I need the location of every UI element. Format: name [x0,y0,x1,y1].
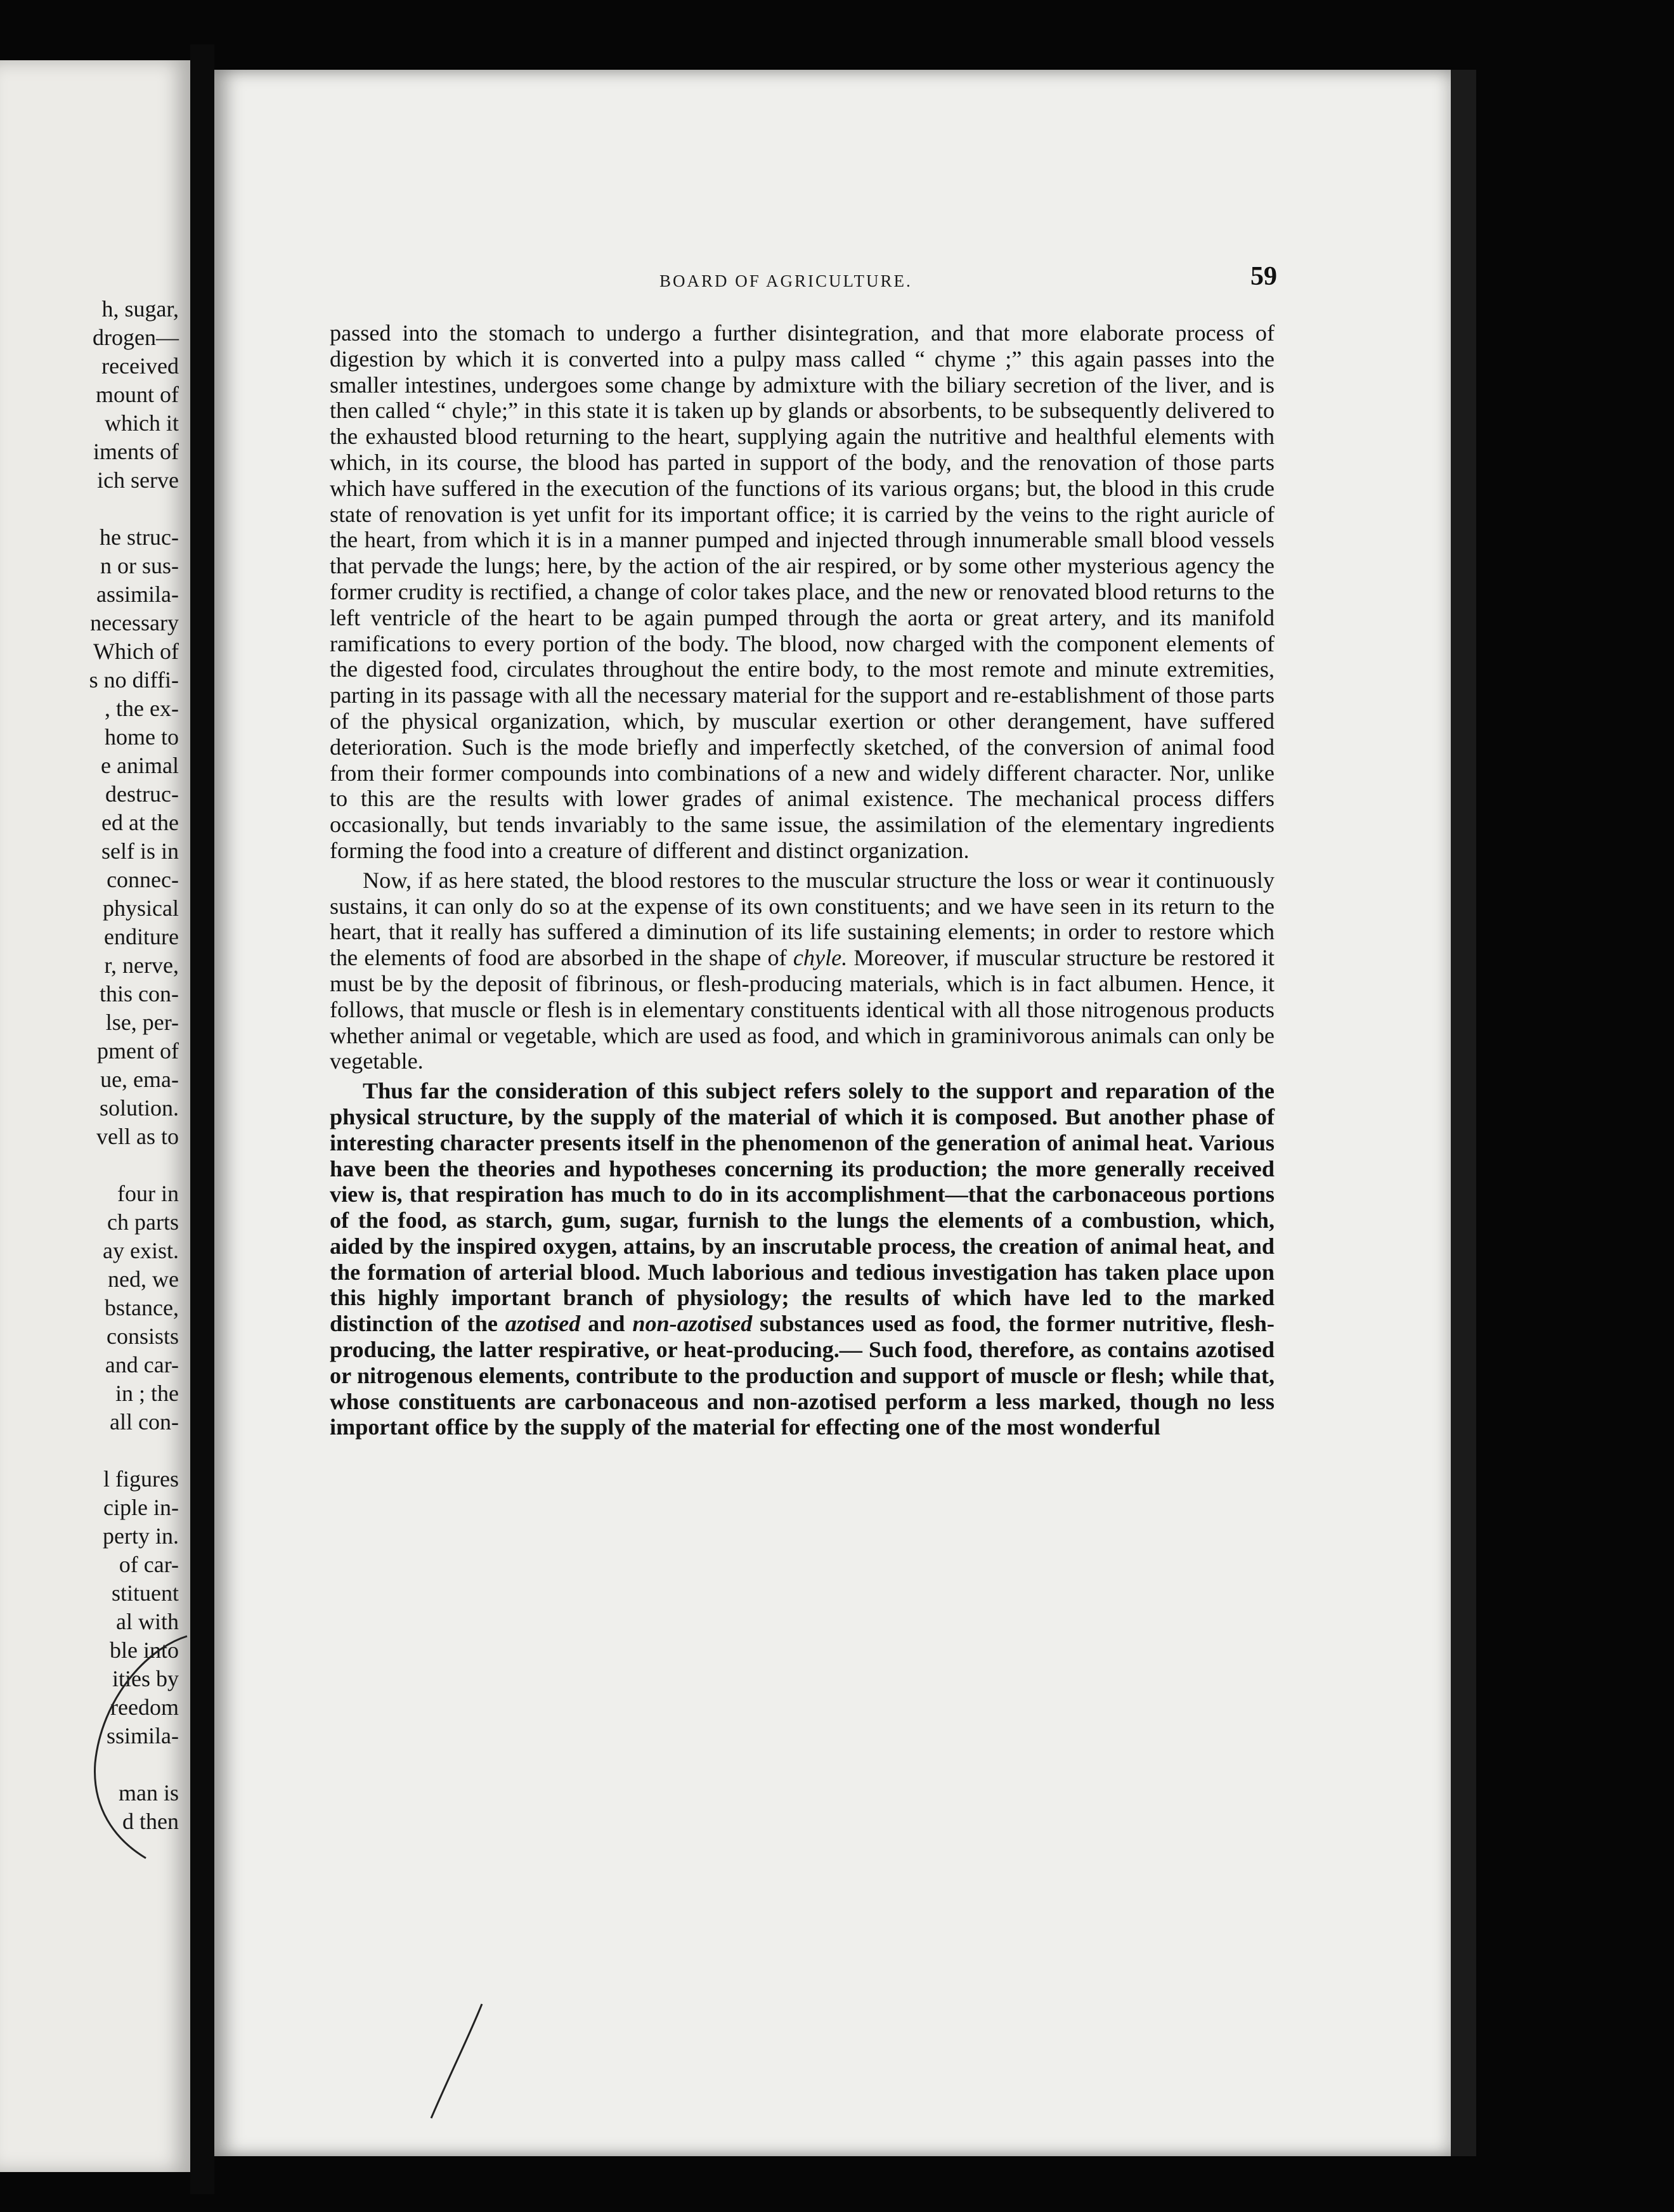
left-page-line: ciple in- [103,1495,179,1520]
left-page-line: in ; the [115,1381,179,1406]
left-page-line: n or sus- [100,553,179,578]
left-page-line: ities by [112,1666,179,1691]
pencil-curve-mark [76,1623,190,1864]
page-body [330,320,1275,1440]
left-page-line: ble into [110,1637,179,1663]
left-page-line: assimila- [96,582,179,607]
paragraph-3: Thus far the consideration of this subject refers solely to the support and reparation of the physical structure, by the supply of the material of which it is composed. But another phase of interesting character presents itself in the phenomenon of the generation of animal heat. Various have been the theories and hypotheses concerning its production; the more generally received view is, that respiration has much to do in its accomplishment—that the carbonaceous portions of the food, as starch, gum, sugar, furnish to the lungs the elements of a combustion, which, aided by the inspired oxygen, attains, by an inscrutable process, the creation of animal heat, and the formation of arterial blood. Much laborious and tedious investigation has taken place upon this highly important branch of physiology; the results of which have led to the marked distinction of the azotised and non-azotised substances used as food, the former nutritive, flesh-producing, the latter respirative, or heat-producing.— Such food, therefore, as contains azotised or nitrogenous elements, contribute to the production and support of muscle or flesh; while that, whose constituents are carbonaceous and non-azotised perform a less marked, though no less important office by the supply of the material for effecting one of the most wonderful [330,1078,1275,1440]
left-page-line: which it [105,410,179,436]
left-page-line: perty in. [103,1523,179,1549]
left-page-line: reedom [110,1695,179,1720]
left-page-line: pment of [97,1038,179,1064]
left-page-line: lse, per- [105,1010,179,1035]
left-page-line: self is in [101,838,179,864]
left-page-line: iments of [93,439,179,464]
left-page-line: h, sugar, [101,296,179,322]
left-page-line: consists [106,1324,179,1349]
left-page-line: ay exist. [103,1238,179,1263]
left-page-line: physical [103,895,179,921]
left-page-line: Which of [93,639,179,664]
left-page-line: four in [117,1181,179,1206]
left-page-line: home to [105,724,179,750]
left-page-line: all con- [110,1409,179,1435]
running-head: BOARD OF AGRICULTURE. [659,271,912,290]
page-number: 59 [1250,262,1277,291]
left-page-line: ue, ema- [100,1067,179,1092]
left-page-line: and car- [105,1352,179,1377]
left-page-line: ed at the [101,810,179,835]
left-page-line: al with [116,1609,179,1634]
page-edge [1451,70,1476,2156]
paragraph-2: Now, if as here stated, the blood restores to the muscular structure the loss or wear it continuously sustains, it can only do so at the expense of its own constituents; and we have seen in its return to the heart, that it really has suffered a diminution of its life sustaining elements; in order to restore which the elements of food are absorbed in the shape of chyle. Moreover, if muscular structure be restored it must be by the deposit of fibrinous, or flesh-producing materials, which is in fact albumen. Hence, it follows, that muscle or flesh is in elementary constituents identical with all those nitrogenous products whether animal or vegetable, which are used as food, and which in graminivorous animals can only be vegetable. [330,867,1275,1074]
left-page-line: s no diffi- [89,667,179,693]
left-page-line: mount of [96,382,179,407]
left-page-line: d then [122,1809,179,1834]
left-page-line: he struc- [100,524,179,550]
left-page-line: ch parts [107,1209,179,1235]
pencil-stroke-mark [406,1998,507,2124]
left-page-line: l figures [103,1466,179,1492]
left-page-line: of car- [119,1552,179,1577]
left-page-line: ich serve [97,467,179,493]
left-page-line: received [101,353,179,379]
left-page-line: man is [119,1780,179,1805]
left-page-line: necessary [90,610,179,635]
left-page-line: drogen— [93,325,179,350]
left-page-line: vell as to [96,1124,179,1149]
left-page-line: stituent [112,1580,179,1606]
left-page-line: connec- [107,867,179,892]
left-page-line: destruc- [105,781,179,807]
left-page-line: solution. [99,1095,179,1121]
left-page-line: enditure [104,924,179,949]
left-page-line: bstance, [105,1295,179,1320]
left-page-line: this con- [100,981,179,1006]
left-page-line: , the ex- [105,696,179,721]
book-gutter [190,44,214,2194]
left-page-line: ssimila- [107,1723,179,1748]
paragraph-1: passed into the stomach to undergo a further disintegration, and that more elaborate process of digestion by which it is converted into a pulpy mass called “ chyme ;” this again passes into the smaller intestines, undergoes some change by admixture with the biliary secretion of the liver, and is then called “ chyle;” in this state it is taken up by glands or absorbents, to be subsequently delivered to the exhausted blood returning to the heart, supplying again the nutritive and healthful elements with which, in its course, the blood has parted in support of the body, and the renovation of those parts which have suffered in the execution of the functions of its various organs; but, the blood in this crude state of renovation is yet unfit for its important office; it is carried by the veins to the right auricle of the heart, from which it is in a manner pumped and injected through innumerable small blood vessels that pervade the lungs; here, by the action of the air respired, or by some other mysterious agency the former crudity is rectified, a change of color takes place, and the new or renovated blood returns to the left ventricle of the heart to be again pumped through the aorta or great artery, and its manifold ramifications to every portion of the body. The blood, now charged with the component elements of the digested food, circulates throughout the entire body, to the most remote and minute extremities, parting in its passage with all the necessary material for the support and re-establishment of those parts of the physical organization, which, by muscular exertion or other derangement, have suffered deterioration. Such is the mode briefly and imperfectly sketched, of the conversion of animal food from their former compounds into combinations of a new and widely different character. Nor, unlike to this are the results with lower grades of animal existence. The mechanical process differs occasionally, but tends invariably to the same issue, the assimilation of the elementary ingredients forming the food into a creature of different and distinct organization. [330,320,1275,863]
left-page-line: e animal [101,753,179,778]
left-page-line: r, nerve, [104,953,179,978]
left-page-line: ned, we [108,1266,179,1292]
